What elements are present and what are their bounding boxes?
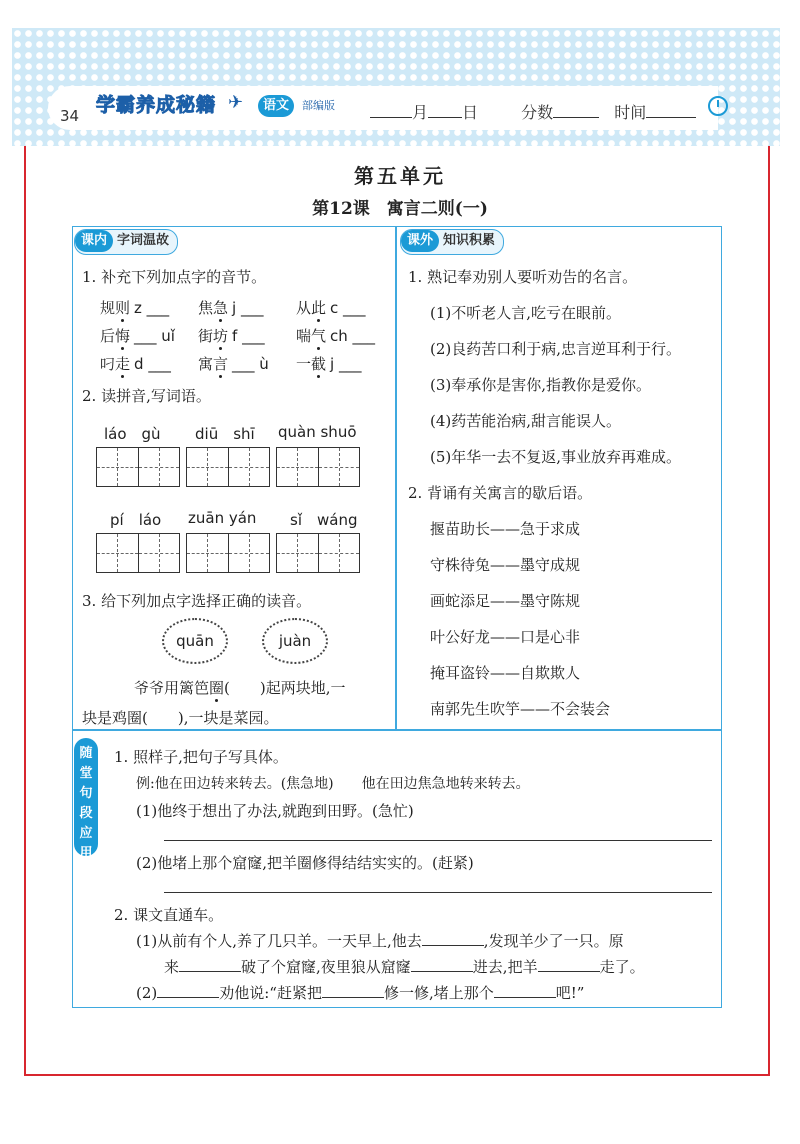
q1-item[interactable]: 规则 z ___ [100,299,170,317]
brand-title: 学霸养成秘籍 [96,94,217,116]
q1-sub2: (2)他堵上那个窟窿,把羊圈修得结结实实的。(赶紧) [136,854,474,872]
pinyin-6: sǐ wáng [290,511,358,529]
passage-line-2: 来 破了个窟窿,夜里狼从窟窿 进去,把羊 走了。 [164,958,645,976]
in-class-tag: 课内 字词温故 [74,229,178,255]
extracurricular-tag: 课外 知识积累 [400,229,504,255]
pinyin-1: láo gù [104,425,161,443]
page-number: 34 [60,107,80,125]
xiehouyu: 画蛇添足——墨守陈规 [430,592,581,610]
saying: (2)良药苦口利于病,忠言逆耳利于行。 [430,340,682,358]
answer-line[interactable] [164,892,712,893]
q1-item[interactable]: 寓言 ___ ù [198,355,269,373]
sentence-practice-tag: 随 堂 句 段 应 用 [74,738,98,856]
pinyin-3: quàn shuō [278,423,357,441]
option-quan[interactable]: quān [162,618,228,664]
option-juan[interactable]: juàn [262,618,328,664]
edition-label: 部编版 [302,99,335,112]
bottom-q1: 1. 照样子,把句子写具体。 [114,748,288,766]
xiehouyu: 揠苗助长——急于求成 [430,520,581,538]
time-blank[interactable] [646,117,696,118]
fill-blank[interactable] [494,997,556,998]
left-q3: 3. 给下列加点字选择正确的读音。 [82,592,312,610]
q1-item[interactable]: 一截 j ___ [296,355,362,373]
subject-badge: 语文 [258,95,294,117]
rocket-icon: ✈ [228,92,244,113]
q1-item[interactable]: 从此 c ___ [296,299,366,317]
passage-line-3: (2) 劝他说:“赶紧把 修一修,堵上那个 吧!” [136,984,585,1002]
write-grid[interactable] [186,533,270,573]
fill-blank[interactable] [179,971,241,972]
clock-icon [708,96,728,116]
write-grid[interactable] [96,447,180,487]
q1-item[interactable]: 后悔 ___ uǐ [100,327,175,345]
fill-blank[interactable] [422,945,484,946]
right-q2: 2. 背诵有关寓言的歇后语。 [408,484,593,502]
fill-blank[interactable] [411,971,473,972]
write-grid[interactable] [96,533,180,573]
pinyin-4: pí láo [110,511,162,529]
q1-item[interactable]: 焦急 j ___ [198,299,264,317]
right-q1: 1. 熟记奉劝别人要听劝告的名言。 [408,268,638,286]
q1-sub1: (1)他终于想出了办法,就跑到田野。(急忙) [136,802,414,820]
write-grid[interactable] [276,533,360,573]
saying: (3)奉承你是害你,指教你是爱你。 [430,376,652,394]
bottom-q2: 2. 课文直通车。 [114,906,224,924]
xiehouyu: 掩耳盗铃——自欺欺人 [430,664,581,682]
month-blank[interactable] [370,117,412,118]
fill-blank[interactable] [322,997,384,998]
example-sentence: 例:他在田边转来转去。(焦急地) 他在田边焦急地转来转去。 [136,776,530,792]
fill-blank[interactable] [538,971,600,972]
answer-line[interactable] [164,840,712,841]
passage-line-1: (1)从前有个人,养了几只羊。一天早上,他去 ,发现羊少了一只。原 [136,932,624,950]
date-score-fields: 月 日 分数 时间 [370,100,696,123]
xiehouyu: 守株待兔——墨守成规 [430,556,581,574]
q1-item[interactable]: 叼走 d ___ [100,355,171,373]
xiehouyu: 南郭先生吹竽——不会装会 [430,700,611,718]
xiehouyu: 叶公好龙——口是心非 [430,628,581,646]
write-grid[interactable] [186,447,270,487]
saying: (1)不听老人言,吃亏在眼前。 [430,304,622,322]
left-q2: 2. 读拼音,写词语。 [82,387,211,405]
pinyin-2: diū shī [195,425,255,443]
left-q1: 1. 补充下列加点字的音节。 [82,268,267,286]
q3-sentence-1: 爷爷用篱笆圈( )起两块地,一 [134,679,346,697]
saying: (5)年华一去不复返,事业放弃再难成。 [430,448,682,466]
fill-blank[interactable] [157,997,219,998]
unit-title: 第五单元 [354,164,446,188]
saying: (4)药苦能治病,甜言能误人。 [430,412,622,430]
q1-item[interactable]: 街坊 f ___ [198,327,265,345]
q3-sentence-2: 块是鸡圈( ),一块是菜园。 [82,709,279,727]
score-blank[interactable] [553,117,599,118]
write-grid[interactable] [276,447,360,487]
q1-item[interactable]: 喘气 ch ___ [296,327,376,345]
pinyin-5: zuān yán [188,509,257,527]
lesson-title: 第12课 寓言二则(一) [312,199,488,219]
day-blank[interactable] [428,117,462,118]
